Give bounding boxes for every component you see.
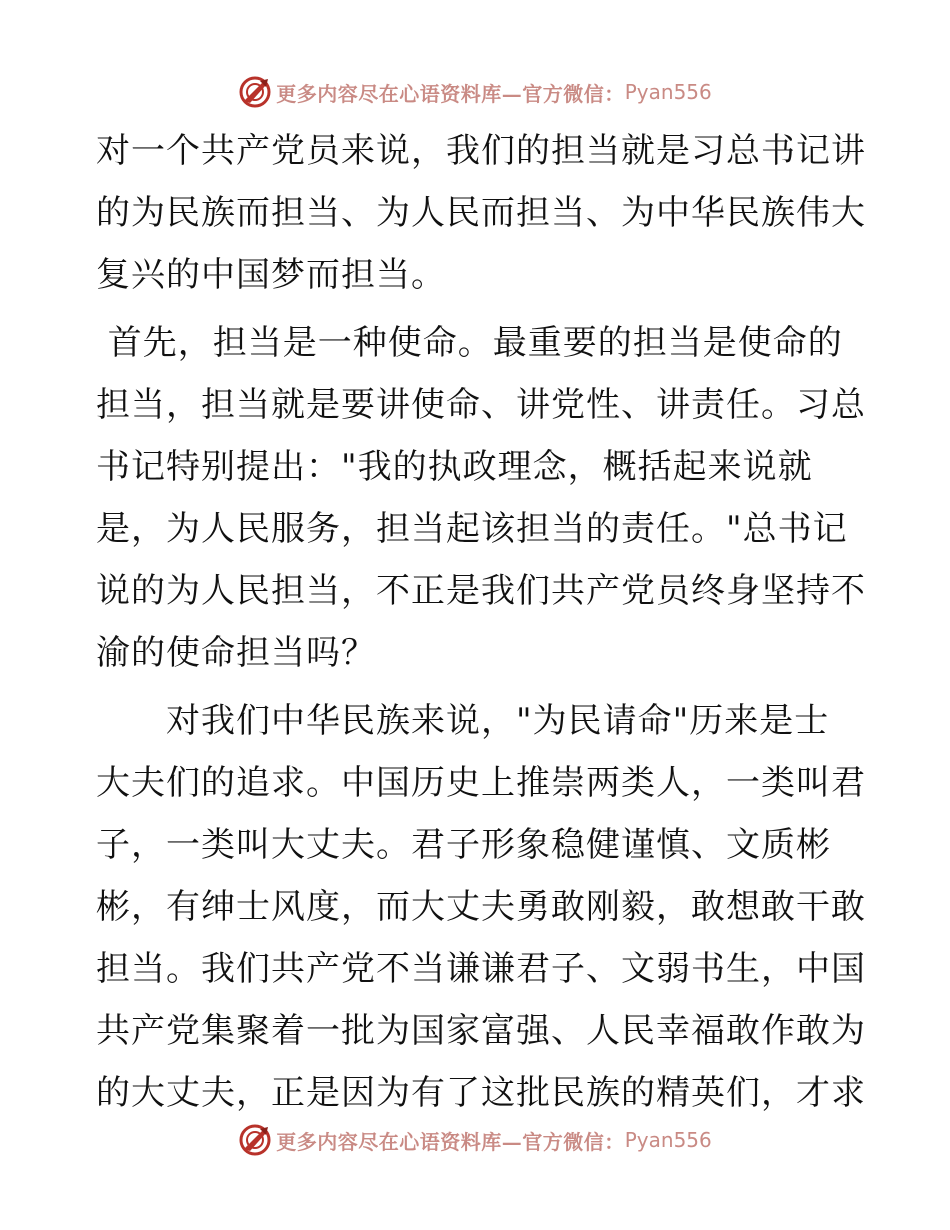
header-banner bbox=[0, 72, 950, 112]
text-line: 渝的使命担当吗？ bbox=[96, 633, 376, 673]
text-line: 共产党集聚着一批为国家富强、人民幸福敢作敢为 bbox=[96, 1011, 866, 1051]
text-line: 大夫们的追求。中国历史上推崇两类人，一类叫君 bbox=[96, 763, 866, 803]
paragraph-2 bbox=[96, 312, 866, 684]
text-line: 首先，担当是一种使命。最重要的担当是使命的 bbox=[96, 323, 843, 363]
text-line: 书记特别提出："我的执政理念，概括起来说就 bbox=[96, 447, 813, 487]
brand-logo-icon bbox=[238, 75, 272, 109]
text-line: 的为民族而担当、为人民而担当、为中华民族伟大 bbox=[96, 193, 866, 233]
text-line: 彬，有绅士风度，而大丈夫勇敢刚毅，敢想敢干敢 bbox=[96, 887, 866, 927]
paragraph-1 bbox=[96, 120, 866, 306]
text-line: 担当。我们共产党不当谦谦君子、文弱书生，中国 bbox=[96, 949, 866, 989]
brand-logo-icon bbox=[238, 1123, 272, 1157]
footer-banner bbox=[0, 1120, 950, 1160]
banner-wechat-id: Pyan556 bbox=[624, 1128, 712, 1152]
text-line: 对我们中华民族来说，"为民请命"历来是士 bbox=[96, 701, 830, 741]
banner-text: 更多内容尽在心语资料库—官方微信： bbox=[276, 1129, 625, 1154]
paragraph-3 bbox=[96, 690, 866, 1124]
text-line: 子，一类叫大丈夫。君子形象稳健谨慎、文质彬 bbox=[96, 825, 831, 865]
banner-wechat-id: Pyan556 bbox=[624, 80, 712, 104]
banner-text: 更多内容尽在心语资料库—官方微信： bbox=[276, 81, 625, 106]
text-line: 说的为人民担当，不正是我们共产党员终身坚持不 bbox=[96, 571, 866, 611]
text-line: 是，为人民服务，担当起该担当的责任。"总书记 bbox=[96, 509, 848, 549]
text-line: 担当，担当就是要讲使命、讲党性、讲责任。习总 bbox=[96, 385, 866, 425]
document-body bbox=[96, 120, 866, 1124]
text-line: 复兴的中国梦而担当。 bbox=[96, 255, 446, 295]
text-line: 的大丈夫，正是因为有了这批民族的精英们，才求 bbox=[96, 1073, 866, 1113]
text-line: 对一个共产党员来说，我们的担当就是习总书记讲 bbox=[96, 131, 866, 171]
